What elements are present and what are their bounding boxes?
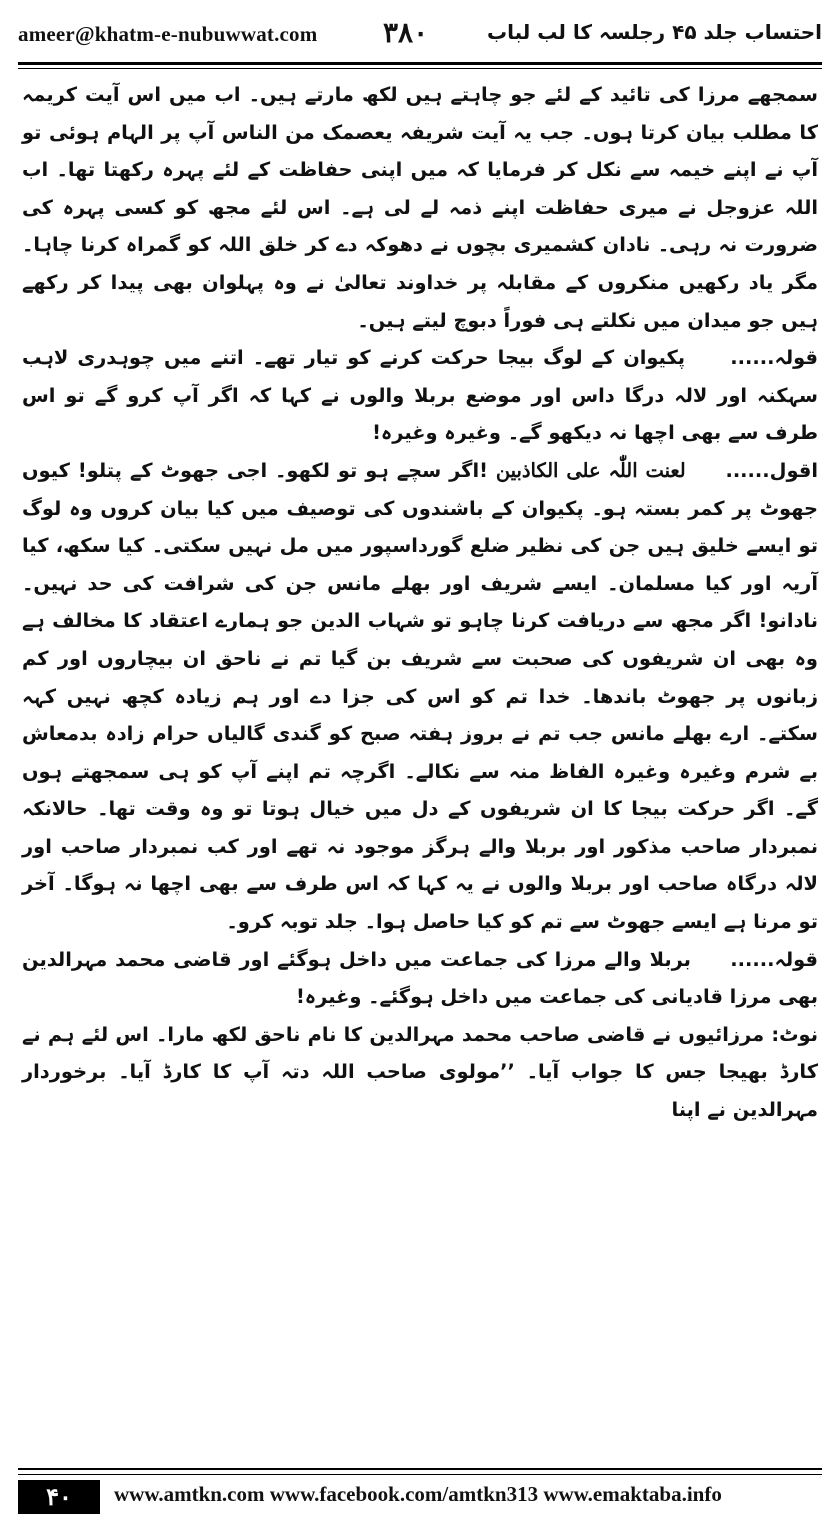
header-email: ameer@khatm-e-nubuwwat.com bbox=[18, 22, 318, 46]
header-title: احتساب جلد ۴۵ رجلسہ کا لب لباب bbox=[487, 20, 822, 44]
paragraph-3-ayah: لعنت اللّٰہ علی الکاذبین bbox=[495, 458, 686, 482]
paragraph-2 bbox=[22, 339, 818, 452]
paragraph-1 bbox=[22, 76, 818, 339]
paragraph-4-lead: قولہ...... bbox=[730, 947, 818, 971]
footer-links: www.amtkn.com www.facebook.com/amtkn313 www.emaktaba.info bbox=[114, 1482, 722, 1506]
header-rule-thin bbox=[18, 68, 822, 69]
paragraph-1-text: سمجھے مرزا کی تائید کے لئے جو چاہتے ہیں لکھ مارتے ہیں۔ اب میں اس آیت کریمہ کا مطلب بیان کرتا ہوں۔ جب یہ آیت شریفہ یعصمک من الناس آپ پر الہام ہوئی تو آپ نے اپنے خیمہ سے نکل کر فرمایا کہ میں اپنی حفاظت کے لئے پہرہ رکھتا تھا۔ اب اللہ عزوجل نے میری حفاظت اپنے ذمہ لے لی ہے۔ اس لئے مجھ کو کسی پہرہ کی ضرورت نہ رہی۔ نادان کشمیری بچوں نے دھوکہ دے کر خلق اللہ کو گمراہ کرنا چاہا۔ مگر یاد رکھیں منکروں کے مقابلہ پر خداوند تعالیٰ نے وہ پہلوان بھی پیدا کر رکھے ہیں جو میدان میں نکلتے ہی فوراً دبوچ لیتے ہیں۔ bbox=[22, 83, 818, 332]
paragraph-4 bbox=[22, 941, 818, 1016]
header-rule bbox=[18, 62, 822, 65]
page-footer bbox=[18, 1468, 822, 1518]
paragraph-3-text: !اگر سچے ہو تو لکھو۔ اجی جھوٹ کے پتلو! کیوں جھوٹ پر کمر بستہ ہو۔ پکیوان کے باشندوں کی توصیف میں کیا بیان کروں وہ لوگ تو ایسے خلیق ہیں جن کی نظیر ضلع گورداسپور میں مل نہیں سکتی۔ کیا سکھ، کیا آریہ اور کیا مسلمان۔ ایسے شریف اور بھلے مانس جن کی شرافت کی حد نہیں۔ نادانو! اگر مجھ سے دریافت کرنا چاہو تو شہاب الدین جو ہمارے اعتقاد کا مخالف ہے وہ بھی ان شریفوں کی صحبت سے شریف بن گیا تم نے ناحق ان بیچاروں اور کم زبانوں پر جھوٹ باندھا۔ خدا تم کو اس کی جزا دے اور ہم زیادہ کچھ نہیں کہہ سکتے۔ ارے بھلے مانس جب تم نے بروز ہفتہ صبح کو گندی گالیاں حرام زادہ بدمعاش بے شرم وغیرہ وغیرہ الفاظ منہ سے نکالے۔ اگرچہ تم اپنے آپ کو ہی سمجھتے ہوں گے۔ اگر حرکت بیجا کا ان شریفوں کے دل میں خیال ہوتا تو وہ وقت تھا۔ حالانکہ نمبردار صاحب مذکور اور بربلا والے ہرگز موجود نہ تھے اور کب نمبردار صاحب اور لالہ درگاہ صاحب اور بربلا والوں نے یہ کہا کہ اس طرف سے بھی اچھا نہ ہوگا۔ آخر تو مرنا ہے ایسے جھوٹ سے تم کو کیا حاصل ہوا۔ جلد توبہ کرو۔ bbox=[22, 458, 818, 934]
paragraph-5-text: نوٹ: مرزائیوں نے قاضی صاحب محمد مہرالدین کا نام ناحق لکھ مارا۔ اس لئے ہم نے کارڈ بھیجا جس کا جواب آیا۔ ’’مولوی صاحب اللہ دتہ آپ کا کارڈ آیا۔ برخوردار مہرالدین نے اپنا bbox=[22, 1022, 818, 1122]
footer-rule-thin bbox=[18, 1474, 822, 1475]
paragraph-3 bbox=[22, 452, 818, 941]
paragraph-4-text: بربلا والے مرزا کی جماعت میں داخل ہوگئے اور قاضی محمد مہرالدین بھی مرزا قادیانی کی جماعت میں داخل ہوگئے۔ وغیرہ! bbox=[22, 947, 818, 1009]
header-page-number: ۳۸۰ bbox=[383, 16, 429, 49]
paragraph-2-lead: قولہ...... bbox=[730, 346, 818, 370]
paragraph-3-lead: اقول...... bbox=[725, 458, 818, 482]
paragraph-5 bbox=[22, 1016, 818, 1129]
page-header bbox=[18, 14, 822, 62]
paragraph-2-text: پکیوان کے لوگ بیجا حرکت کرنے کو تیار تھے۔ اتنے میں چوہدری لاہب سہکنہ اور لالہ درگا داس اور موضع بربلا والوں نے کہا کہ اگر آپ کرو گے تو اس طرف سے بھی اچھا نہ دیکھو گے۔ وغیرہ وغیرہ! bbox=[22, 346, 818, 445]
page-body bbox=[22, 76, 818, 1450]
footer-page-number: ۴۰ bbox=[18, 1480, 100, 1514]
footer-rule bbox=[18, 1468, 822, 1470]
